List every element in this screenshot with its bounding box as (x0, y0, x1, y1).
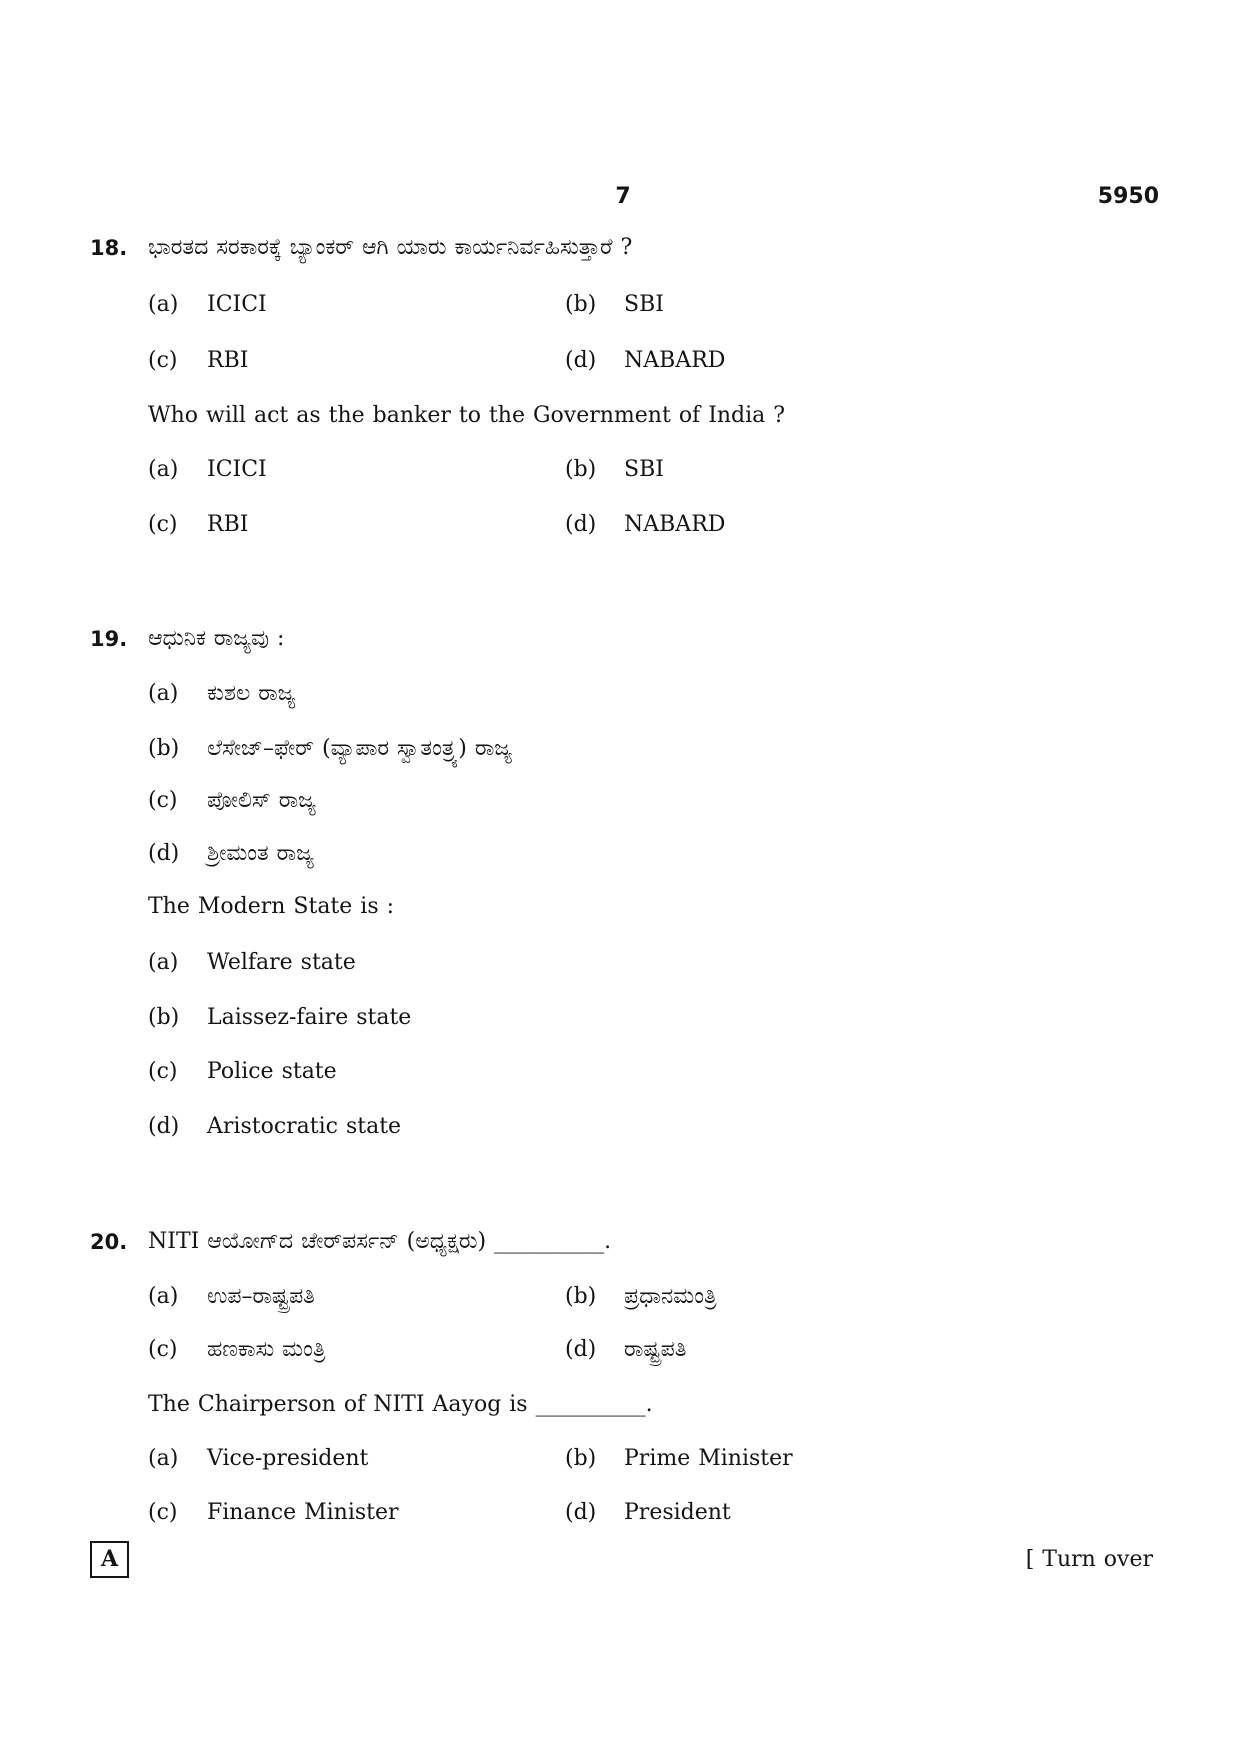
option-label: (a) (148, 457, 179, 482)
option-label: (b) (565, 457, 597, 482)
option-text: ಉಪ–ರಾಷ್ಟ್ರಪತಿ (207, 1284, 315, 1309)
option-label: (b) (565, 292, 597, 317)
option-row (0, 1498, 1240, 1528)
option-text: NABARD (624, 512, 726, 537)
option-label: (d) (565, 1337, 597, 1362)
option-row (0, 290, 1240, 320)
option-text: ಪೋಲಿಸ್ ರಾಜ್ಯ (207, 788, 316, 813)
option-label: (c) (148, 348, 178, 373)
option-label: (c) (148, 512, 178, 537)
option-text: Police state (207, 1059, 337, 1084)
option-label: (d) (565, 512, 597, 537)
option-label: (a) (148, 1284, 179, 1309)
option-text: RBI (207, 512, 249, 537)
option-label: (d) (148, 1114, 180, 1139)
option-text: ರಾಷ್ಟ್ರಪತಿ (624, 1337, 687, 1362)
question-text: The Modern State is : (148, 894, 395, 919)
option-label: (a) (148, 950, 179, 975)
option-row (0, 510, 1240, 540)
option-label: (a) (148, 1446, 179, 1471)
question-text: Who will act as the banker to the Government of India ? (148, 403, 786, 428)
option-text: NABARD (624, 348, 726, 373)
booklet-series-box: A (90, 1541, 129, 1578)
question-stem-kannada (0, 624, 1240, 654)
option-row (0, 1112, 1240, 1142)
option-label: (b) (565, 1446, 597, 1471)
option-row (0, 839, 1240, 869)
option-text: ICICI (207, 457, 267, 482)
option-text: ಕುಶಲ ರಾಜ್ಯ (207, 681, 296, 706)
option-label: (d) (565, 1500, 597, 1525)
turn-over-note: [ Turn over (1025, 1547, 1153, 1572)
option-text: ಪ್ರಧಾನಮಂತ್ರಿ (624, 1284, 717, 1309)
option-label: (b) (565, 1284, 597, 1309)
question-stem-kannada (0, 1227, 1240, 1257)
option-row (0, 346, 1240, 376)
option-label: (b) (148, 736, 180, 761)
option-label: (b) (148, 1005, 180, 1030)
option-label: (c) (148, 1500, 178, 1525)
question-stem-english (0, 892, 1240, 922)
option-label: (a) (148, 292, 179, 317)
option-row (0, 1057, 1240, 1087)
option-row (0, 679, 1240, 709)
option-label: (c) (148, 788, 178, 813)
question-text: ಆಧುನಿಕ ರಾಜ್ಯವು : (148, 626, 285, 651)
option-text: ICICI (207, 292, 267, 317)
option-text: President (624, 1500, 731, 1525)
question-text: ಭಾರತದ ಸರಕಾರಕ್ಕೆ ಬ್ಯಾಂಕರ್ ಆಗಿ ಯಾರು ಕಾರ್ಯನಿರ್ವಹಿಸುತ್ತಾರೆ ? (148, 235, 633, 260)
option-text: RBI (207, 348, 249, 373)
option-text: Finance Minister (207, 1500, 399, 1525)
question-number: 18. (90, 236, 128, 260)
option-label: (d) (148, 841, 180, 866)
option-label: (c) (148, 1337, 178, 1362)
option-text: Prime Minister (624, 1446, 793, 1471)
option-row (0, 1003, 1240, 1033)
question-stem-english (0, 1390, 1240, 1420)
page-number: 7 (615, 184, 631, 209)
question-stem-english (0, 401, 1240, 431)
page-header (0, 182, 1240, 212)
option-text: SBI (624, 457, 664, 482)
question-number: 19. (90, 627, 128, 651)
option-text: Welfare state (207, 950, 356, 975)
option-row (0, 948, 1240, 978)
option-text: Laissez-faire state (207, 1005, 412, 1030)
question-text: The Chairperson of NITI Aayog is __________. (148, 1392, 653, 1417)
paper-code: 5950 (1097, 184, 1159, 209)
option-row (0, 1335, 1240, 1365)
question-stem-kannada (0, 233, 1240, 263)
option-text: ಲೆಸೇಜ್–ಫೇರ್ (ವ್ಯಾಪಾರ ಸ್ವಾತಂತ್ರ್ಯ) ರಾಜ್ಯ (207, 736, 513, 761)
option-row (0, 1444, 1240, 1474)
option-row (0, 1282, 1240, 1312)
question-number: 20. (90, 1230, 128, 1254)
option-text: Aristocratic state (207, 1114, 402, 1139)
option-text: ಶ್ರೀಮಂತ ರಾಜ್ಯ (207, 841, 314, 866)
option-label: (a) (148, 681, 179, 706)
option-text: ಹಣಕಾಸು ಮಂತ್ರಿ (207, 1337, 326, 1362)
option-row (0, 455, 1240, 485)
option-row (0, 786, 1240, 816)
question-text: NITI ಆಯೋಗ್‌ದ ಚೇರ್‌ಪರ್ಸನ್ (ಅಧ್ಯಕ್ಷರು) __________. (148, 1229, 612, 1254)
option-row (0, 734, 1240, 764)
option-label: (c) (148, 1059, 178, 1084)
option-text: SBI (624, 292, 664, 317)
option-label: (d) (565, 348, 597, 373)
option-text: Vice-president (207, 1446, 369, 1471)
